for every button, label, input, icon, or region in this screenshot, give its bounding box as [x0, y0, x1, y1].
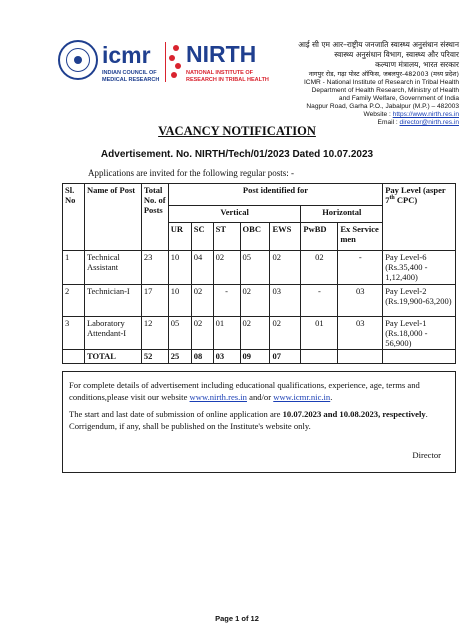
- cell-post-name: Technician-I: [84, 285, 141, 317]
- hindi-line-4: नागपुर रोड, गढ़ा पोस्ट ऑफिस, जबलपुर-482003 (मध्य प्रदेश): [308, 70, 459, 78]
- nirth-website-link[interactable]: www.nirth.res.in: [189, 391, 247, 402]
- eng-line-1: ICMR - National Institute of Research in Tribal Health: [303, 79, 459, 86]
- application-dates: 10.07.2023 and 10.08.2023, respectively: [282, 409, 426, 419]
- cell-sc: 04: [191, 251, 213, 285]
- icmr-logo-text: [102, 44, 151, 67]
- table-row: [63, 251, 456, 285]
- header-horizontal: Horizontal: [301, 206, 383, 223]
- header-st: ST: [213, 223, 240, 251]
- icmr-subtitle-line2: MEDICAL RESEARCH: [102, 76, 160, 83]
- header-sc: SC: [191, 223, 213, 251]
- pay-level-name: Pay Level-6: [385, 252, 427, 262]
- table-row: [63, 317, 456, 350]
- icmr-logo-subtitle: [102, 70, 159, 83]
- website-line: [249, 111, 459, 119]
- cell-obc: 05: [240, 251, 270, 285]
- notice-paragraph-1: [69, 380, 449, 403]
- notice-para1-text: For complete details of advertisement including educational qualifications, experience, age, terms and conditions,please visit our website: [69, 380, 420, 402]
- letterhead: [0, 0, 474, 128]
- notice-box: [62, 371, 456, 473]
- header-post-identified: Post identified for: [168, 184, 382, 206]
- cell-ur: 10: [168, 251, 191, 285]
- page-title: VACANCY NOTIFICATION: [158, 124, 316, 138]
- header-ews: EWS: [270, 223, 301, 251]
- cell-total-sc: 08: [191, 350, 213, 364]
- cell-total: 23: [141, 251, 168, 285]
- cell-empty: [338, 350, 383, 364]
- icmr-logo-wordmark: icmr: [102, 42, 151, 68]
- header-ur: UR: [168, 223, 191, 251]
- signatory: Director: [412, 450, 441, 460]
- cell-total-ews: 07: [270, 350, 301, 364]
- cell-pay-level: [383, 317, 456, 350]
- eng-line-4: Nagpur Road, Garha P.O., Jabalpur (M.P.) – 482003: [306, 103, 459, 110]
- cell-sl: 2: [63, 285, 85, 317]
- logo-divider: [165, 42, 166, 82]
- cell-pwbd: 02: [301, 251, 338, 285]
- notice-para1-mid: and/or: [246, 391, 274, 402]
- table-total-row: [63, 350, 456, 364]
- cell-total-obc: 09: [240, 350, 270, 364]
- pay-level-header-sup: th: [389, 195, 395, 202]
- cell-st: 01: [213, 317, 240, 350]
- cell-total-st: 03: [213, 350, 240, 364]
- cell-post-name: Technical Assistant: [84, 251, 141, 285]
- cell-sl: 3: [63, 317, 85, 350]
- table-header-row-1: [63, 184, 456, 206]
- cell-ur: 10: [168, 285, 191, 317]
- hindi-line-3: कल्याण मंत्रालय, भारत सरकार: [375, 60, 459, 69]
- icmr-subtitle-line1: INDIAN COUNCIL OF: [102, 70, 157, 76]
- header-total-posts: Total No. of Posts: [141, 184, 168, 251]
- email-label: Email :: [377, 119, 400, 126]
- vacancy-table: [62, 183, 456, 364]
- cell-pwbd: -: [301, 285, 338, 317]
- cell-empty: [383, 350, 456, 364]
- cell-empty: [63, 350, 85, 364]
- cell-total: 12: [141, 317, 168, 350]
- pay-level-name: Pay Level-2: [385, 286, 427, 296]
- icmr-website-link[interactable]: www.icmr.nic.in: [273, 391, 331, 402]
- notice-para1-end: .: [330, 391, 333, 402]
- website-label: Website :: [363, 111, 393, 118]
- notice-paragraph-2: [69, 409, 449, 432]
- cell-sc: 02: [191, 317, 213, 350]
- email-link[interactable]: director@nirth.res.in: [399, 119, 459, 126]
- cell-total-label: TOTAL: [84, 350, 141, 364]
- cell-ur: 05: [168, 317, 191, 350]
- notice-para2-end: . Corrigendum, if any, shall be published on the Institute's website only.: [69, 409, 428, 431]
- cell-total: 17: [141, 285, 168, 317]
- cell-obc: 02: [240, 317, 270, 350]
- header-sl-no: Sl. No: [63, 184, 85, 251]
- table-row: [63, 285, 456, 317]
- header-pay-level: [383, 184, 456, 251]
- cell-pay-level: [383, 251, 456, 285]
- pay-level-range: (Rs.35,400 - 1,12,400): [385, 262, 428, 282]
- cell-st: -: [213, 285, 240, 317]
- nirth-subtitle-line1: NATIONAL INSTITUTE OF: [186, 70, 254, 76]
- institute-address-block: [249, 40, 459, 127]
- website-link[interactable]: https://www.nirth.res.in: [392, 111, 459, 118]
- hindi-line-1: आई सी एम आर–राष्ट्रीय जनजाति स्वास्थ्य अनुसंधान संस्थान: [298, 40, 459, 49]
- hindi-line-2: स्वास्थ्य अनुसंधान विभाग, स्वास्थ्य और परिवार: [334, 50, 459, 59]
- cell-ews: 02: [270, 317, 301, 350]
- icmr-seal-icon: [58, 40, 98, 80]
- intro-text: Applications are invited for the following regular posts: -: [88, 168, 294, 178]
- cell-ews: 02: [270, 251, 301, 285]
- pay-level-range: (Rs.18,000 - 56,900): [385, 328, 428, 348]
- eng-line-3: and Family Welfare, Government of India: [338, 95, 459, 102]
- header-pwbd: PwBD: [301, 223, 338, 251]
- cell-pay-level: [383, 285, 456, 317]
- cell-post-name: Laboratory Attendant-I: [84, 317, 141, 350]
- cell-pwbd: 01: [301, 317, 338, 350]
- cell-ex-servicemen: -: [338, 251, 383, 285]
- header-obc: OBC: [240, 223, 270, 251]
- cell-ex-servicemen: 03: [338, 285, 383, 317]
- notice-para2-text: The start and last date of submission of online application are: [69, 409, 283, 419]
- cell-empty: [301, 350, 338, 364]
- cell-total-posts: 52: [141, 350, 168, 364]
- seal-center-dot: [74, 56, 82, 64]
- header-ex-servicemen: Ex Service men: [338, 223, 383, 251]
- pay-level-header-end: CPC): [396, 195, 418, 205]
- cell-ex-servicemen: 03: [338, 317, 383, 350]
- nirth-mark-icon: [169, 45, 183, 79]
- header-vertical: Vertical: [168, 206, 301, 223]
- eng-line-2: Department of Health Research, Ministry of Health: [311, 87, 459, 94]
- advertisement-number: Advertisement. No. NIRTH/Tech/01/2023 Dated 10.07.2023: [100, 149, 374, 160]
- header-name-of-post: Name of Post: [84, 184, 141, 251]
- pay-level-range: (Rs.19,900-63,200): [385, 296, 452, 306]
- cell-sc: 02: [191, 285, 213, 317]
- pay-level-header-text: Pay Level (asper 7: [385, 185, 446, 205]
- cell-total-ur: 25: [168, 350, 191, 364]
- cell-obc: 02: [240, 285, 270, 317]
- cell-sl: 1: [63, 251, 85, 285]
- cell-ews: 03: [270, 285, 301, 317]
- pay-level-name: Pay Level-1: [385, 318, 427, 328]
- cell-st: 02: [213, 251, 240, 285]
- nirth-subtitle-line2: RESEARCH IN TRIBAL HEALTH: [186, 76, 269, 83]
- nirth-logo-text: NIRTH: [186, 41, 257, 67]
- page-indicator: Page 1 of 12: [215, 614, 259, 623]
